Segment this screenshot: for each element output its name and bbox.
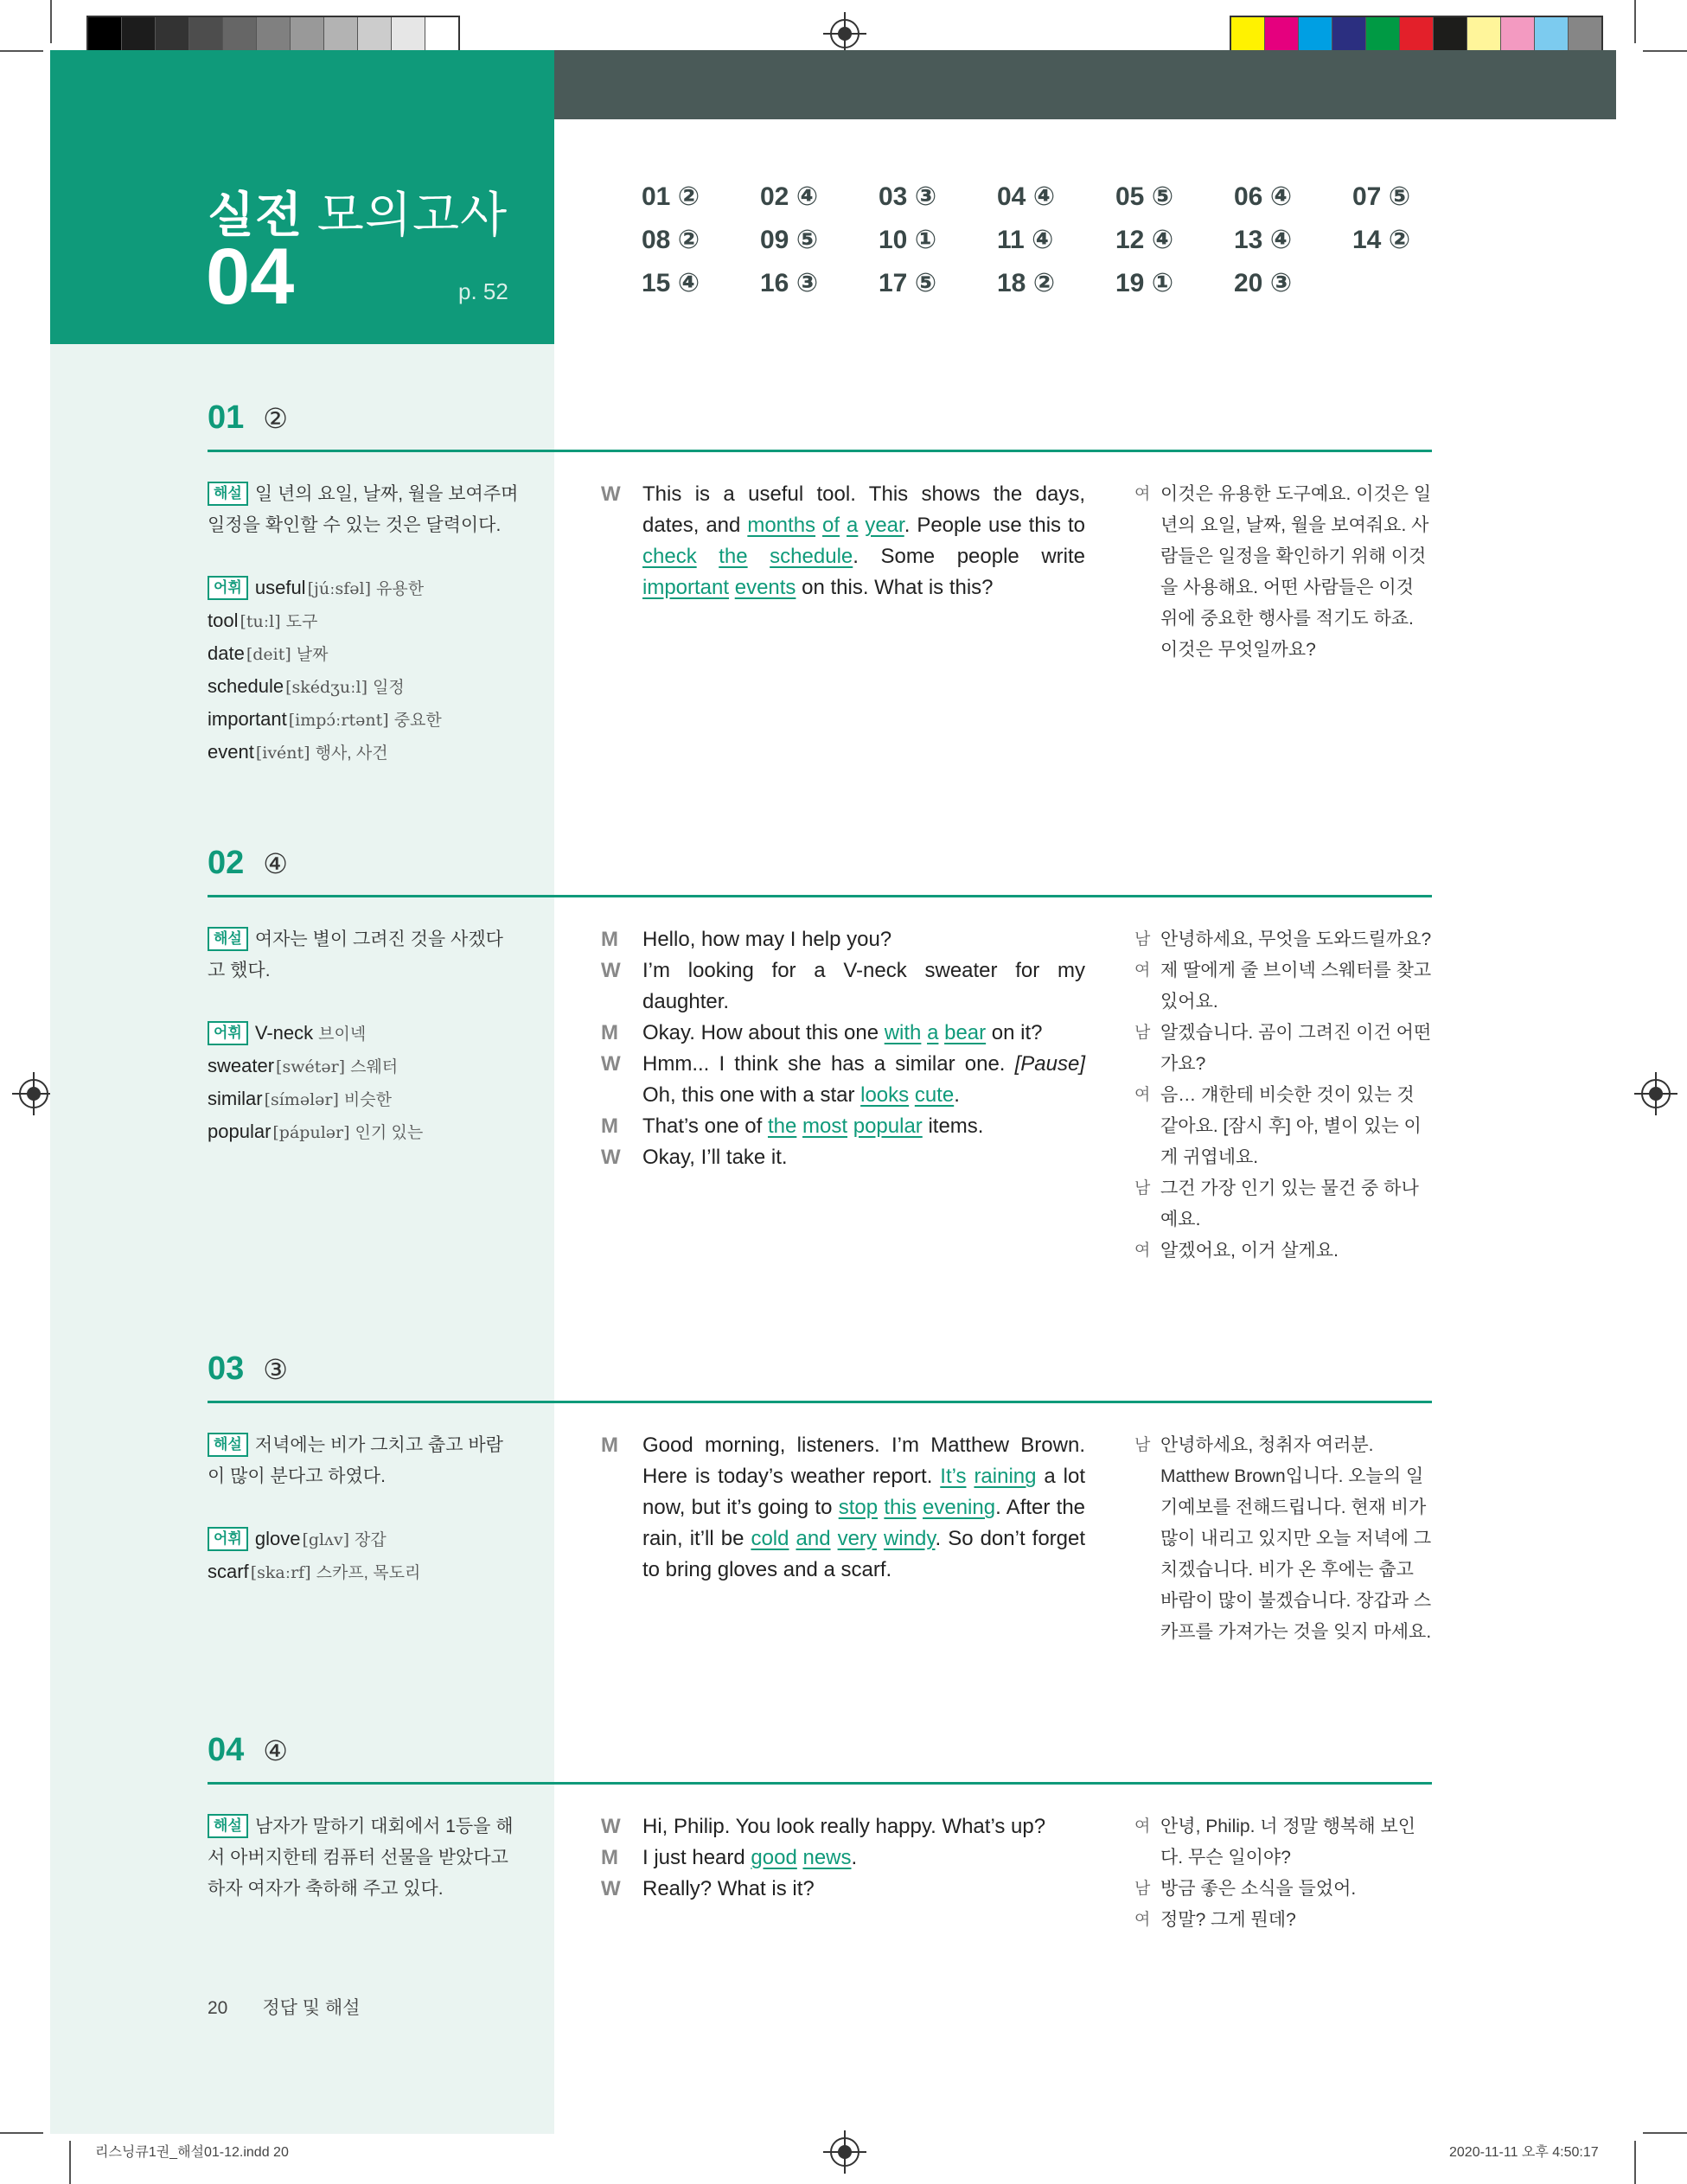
header-dark-band bbox=[554, 50, 1616, 119]
explanation-text: 일 년의 요일, 날짜, 월을 보여주며 일정을 확인할 수 있는 것은 달력이다. bbox=[208, 484, 519, 535]
dialogue-text bbox=[909, 1083, 915, 1107]
vocab-phonetic: [skaːrf] bbox=[250, 1563, 311, 1582]
key-word: cute bbox=[914, 1083, 955, 1107]
dialogue-text: . bbox=[954, 1083, 960, 1107]
vocab-item bbox=[208, 638, 519, 671]
dialogue-text: That’s one of bbox=[642, 1114, 768, 1138]
vocab-word: glove bbox=[254, 1528, 301, 1549]
crop-mark bbox=[50, 0, 52, 43]
dialogue-text: . bbox=[851, 1846, 858, 1869]
answer-item: 05 ⑤ bbox=[1115, 182, 1174, 211]
answer-item: 01 ② bbox=[642, 182, 700, 211]
dialogue-text bbox=[789, 1527, 796, 1550]
explanation-tag: 해설 bbox=[208, 927, 248, 951]
vocab-word: popular bbox=[208, 1121, 272, 1142]
speaker-label: M bbox=[601, 1114, 618, 1138]
key-word: windy bbox=[883, 1527, 936, 1550]
crop-mark bbox=[69, 2141, 71, 2184]
translation-text: 알겠습니다. 곰이 그려진 이건 어떤가요? bbox=[1160, 1023, 1432, 1074]
key-word: the bbox=[767, 1114, 797, 1138]
explanation-block bbox=[208, 479, 519, 770]
vocab-word: similar bbox=[208, 1088, 263, 1109]
process-color-bar bbox=[1230, 16, 1603, 52]
section-divider bbox=[208, 450, 1432, 452]
translation-text: 안녕, Philip. 너 정말 행복해 보인다. 무슨 일이야? bbox=[1160, 1817, 1416, 1868]
dialogue-text: . After the rain, it’ll be bbox=[642, 1496, 1086, 1550]
explanation-block bbox=[208, 1430, 519, 1589]
answer-item: 03 ③ bbox=[879, 182, 937, 211]
vocab-tag: 어휘 bbox=[208, 1527, 248, 1551]
vocab-meaning: 브이넥 bbox=[318, 1025, 367, 1044]
speaker-label: W bbox=[601, 1146, 621, 1169]
grayscale-color-bar bbox=[86, 16, 460, 52]
vocab-phonetic: [deit] bbox=[246, 645, 291, 664]
key-word: cold bbox=[751, 1527, 789, 1550]
answer-item: 20 ③ bbox=[1234, 269, 1293, 297]
answer-item: 02 ④ bbox=[760, 182, 819, 211]
vocab-word: V-neck bbox=[254, 1022, 314, 1044]
dialogue-text bbox=[847, 1114, 853, 1138]
speaker-label: 여 bbox=[1134, 961, 1151, 980]
dialogue-text: Hmm... I think she has a similar one. bbox=[642, 1052, 1015, 1076]
vocab-phonetic: [ivént] bbox=[255, 744, 310, 763]
dialogue-text: on this. What is this? bbox=[796, 576, 994, 599]
page-reference: p. 52 bbox=[458, 278, 508, 304]
vocab-phonetic: [símələr] bbox=[264, 1090, 339, 1109]
vocab-word: sweater bbox=[208, 1055, 275, 1076]
vocab-item bbox=[208, 605, 519, 638]
vocab-phonetic: [skédʒuːl] bbox=[285, 678, 368, 697]
vocab-item bbox=[208, 1116, 519, 1149]
speaker-label: M bbox=[601, 1021, 618, 1044]
explanation-text: 여자는 별이 그려진 것을 사겠다고 했다. bbox=[208, 929, 503, 980]
key-word: good bbox=[751, 1846, 797, 1869]
page-number: 20 bbox=[208, 1998, 228, 2018]
test-title: 실전 모의고사 bbox=[208, 188, 508, 242]
dialogue-text: items. bbox=[922, 1114, 984, 1138]
dialogue-line bbox=[601, 955, 1085, 1018]
crop-mark bbox=[0, 50, 43, 52]
english-dialogue bbox=[601, 479, 1085, 603]
answer-item: 18 ② bbox=[997, 269, 1056, 297]
key-word: It’s bbox=[940, 1465, 967, 1488]
speaker-label: 남 bbox=[1134, 1880, 1151, 1898]
dialogue-text: a lot now, but it’s going to bbox=[642, 1465, 1086, 1519]
vocab-word: scarf bbox=[208, 1561, 249, 1582]
key-word: events bbox=[734, 576, 796, 599]
vocab-item bbox=[208, 737, 519, 770]
dialogue-text bbox=[748, 545, 770, 568]
vocab-list bbox=[208, 572, 519, 770]
section-divider bbox=[208, 895, 1432, 897]
speaker-label: 남 bbox=[1134, 1024, 1151, 1042]
answer-item: 11 ④ bbox=[997, 226, 1054, 254]
korean-translation bbox=[1134, 479, 1433, 666]
registration-mark-bottom bbox=[830, 2137, 859, 2167]
section-answer: ② bbox=[263, 403, 288, 434]
translation-text: 그건 가장 인기 있는 물건 중 하나예요. bbox=[1160, 1178, 1419, 1229]
translation-text: 제 딸에게 줄 브이넥 스웨터를 찾고 있어요. bbox=[1160, 961, 1432, 1012]
dialogue-text: Okay, I’ll take it. bbox=[642, 1146, 788, 1169]
vocab-tag: 어휘 bbox=[208, 1021, 248, 1045]
translation-line bbox=[1134, 1173, 1433, 1236]
answer-item: 13 ④ bbox=[1234, 226, 1293, 254]
key-word: raining bbox=[974, 1465, 1037, 1488]
key-word: months bbox=[747, 514, 816, 537]
key-word: of bbox=[822, 514, 840, 537]
section-number: 02 ④ bbox=[208, 845, 288, 881]
speaker-label: 여 bbox=[1134, 1911, 1151, 1929]
crop-mark bbox=[0, 2132, 43, 2134]
section-answer: ④ bbox=[263, 848, 288, 879]
vocab-phonetic: [impɔ́ːrtənt] bbox=[288, 711, 389, 730]
dialogue-text bbox=[917, 1496, 923, 1519]
dialogue-line bbox=[601, 1142, 1085, 1173]
korean-translation bbox=[1134, 924, 1433, 1267]
key-word: this bbox=[884, 1496, 917, 1519]
dialogue-text: Hello, how may I help you? bbox=[642, 928, 892, 951]
dialogue-text: Really? What is it? bbox=[642, 1877, 815, 1900]
dialogue-text: on it? bbox=[986, 1021, 1043, 1044]
answer-item: 12 ④ bbox=[1115, 226, 1174, 254]
test-number: 04 bbox=[206, 233, 295, 321]
speaker-label: 남 bbox=[1134, 930, 1151, 948]
key-word: year bbox=[865, 514, 904, 537]
translation-line bbox=[1134, 1236, 1433, 1267]
vocab-word: schedule bbox=[208, 675, 284, 697]
vocab-phonetic: [tuːl] bbox=[240, 612, 281, 631]
dialogue-line bbox=[601, 1049, 1085, 1111]
answer-item: 09 ⑤ bbox=[760, 226, 819, 254]
speaker-label: 여 bbox=[1134, 1242, 1151, 1260]
explanation-tag: 해설 bbox=[208, 1433, 248, 1457]
vocab-item bbox=[208, 572, 519, 605]
translation-line bbox=[1134, 1080, 1433, 1173]
key-word: stop bbox=[838, 1496, 879, 1519]
translation-text: 안녕하세요, 무엇을 도와드릴까요? bbox=[1160, 929, 1432, 949]
translation-text: 음… 걔한테 비슷한 것이 있는 것 같아요. [잠시 후] 아, 별이 있는 이게 귀엽네요. bbox=[1160, 1085, 1422, 1167]
dialogue-text bbox=[877, 1527, 884, 1550]
vocab-meaning: 일정 bbox=[373, 679, 405, 697]
vocab-meaning: 스카프, 목도리 bbox=[316, 1564, 421, 1582]
explanation-tag: 해설 bbox=[208, 482, 248, 506]
dialogue-line bbox=[601, 1111, 1085, 1142]
vocab-meaning: 중요한 bbox=[393, 712, 442, 730]
dialogue-line bbox=[601, 479, 1085, 603]
answer-item: 07 ⑤ bbox=[1352, 182, 1411, 211]
explanation-block bbox=[208, 1811, 519, 1905]
dialogue-text bbox=[840, 514, 847, 537]
vocab-item bbox=[208, 1523, 519, 1556]
key-word: important bbox=[642, 576, 730, 599]
crop-mark bbox=[1634, 0, 1636, 43]
page-footer bbox=[208, 1994, 360, 2020]
key-word: check bbox=[642, 545, 697, 568]
speaker-label: W bbox=[601, 1877, 621, 1900]
dialogue-text: This is a useful tool. This shows the days, dates, and bbox=[642, 482, 1085, 537]
translation-line bbox=[1134, 1811, 1433, 1874]
key-word: most bbox=[802, 1114, 848, 1138]
english-dialogue bbox=[601, 1430, 1085, 1586]
vocab-word: event bbox=[208, 741, 254, 763]
timestamp-slug: 2020-11-11 오후 4:50:17 bbox=[1449, 2145, 1599, 2160]
korean-translation bbox=[1134, 1430, 1433, 1648]
speaker-label: W bbox=[601, 959, 621, 982]
crop-mark bbox=[1643, 2132, 1687, 2134]
registration-mark-right bbox=[1641, 1079, 1671, 1108]
translation-text: 방금 좋은 소식을 들었어. bbox=[1160, 1879, 1357, 1899]
vocab-list bbox=[208, 1018, 519, 1149]
speaker-label: M bbox=[601, 1846, 618, 1869]
page-label: 정답 및 해설 bbox=[262, 1998, 361, 2018]
vocab-meaning: 장갑 bbox=[355, 1531, 387, 1549]
key-word: very bbox=[837, 1527, 877, 1550]
vocab-word: important bbox=[208, 708, 287, 730]
vocab-phonetic: [júːsfəl] bbox=[307, 579, 372, 598]
key-word: with bbox=[884, 1021, 922, 1044]
vocab-item bbox=[208, 1050, 519, 1083]
dialogue-text bbox=[729, 576, 735, 599]
section-answer: ③ bbox=[263, 1354, 288, 1385]
vocab-meaning: 날짜 bbox=[296, 646, 329, 664]
section-number: 03 ③ bbox=[208, 1351, 288, 1387]
dialogue-text: [Pause] bbox=[1014, 1052, 1085, 1076]
vocab-phonetic: [glʌv] bbox=[302, 1530, 349, 1549]
key-word: and bbox=[796, 1527, 831, 1550]
key-word: schedule bbox=[770, 545, 853, 568]
vocab-word: date bbox=[208, 642, 245, 664]
dialogue-line bbox=[601, 1811, 1085, 1842]
speaker-label: W bbox=[601, 1052, 621, 1076]
key-word: the bbox=[719, 545, 748, 568]
registration-mark-top bbox=[830, 19, 859, 48]
vocab-meaning: 도구 bbox=[285, 613, 318, 631]
dialogue-text: I just heard bbox=[642, 1846, 751, 1869]
answer-item: 14 ② bbox=[1352, 226, 1411, 254]
dialogue-line bbox=[601, 924, 1085, 955]
translation-line bbox=[1134, 479, 1433, 666]
speaker-label: M bbox=[601, 928, 618, 951]
section-divider bbox=[208, 1782, 1432, 1785]
crop-mark bbox=[1634, 2141, 1636, 2184]
translation-text: 이것은 유용한 도구예요. 이것은 일 년의 요일, 날짜, 월을 보여줘요. 사람들은 일정을 확인하기 위해 이것을 사용해요. 어떤 사람들은 이것 위에 중요한 행사를 적기도 하죠. 이것은 무엇일까요? bbox=[1160, 484, 1432, 660]
vocab-phonetic: [pápulər] bbox=[272, 1123, 350, 1142]
english-dialogue bbox=[601, 1811, 1085, 1905]
vocab-item bbox=[208, 1556, 519, 1589]
answer-item: 17 ⑤ bbox=[879, 269, 937, 297]
answer-item: 08 ② bbox=[642, 226, 700, 254]
translation-line bbox=[1134, 1018, 1433, 1080]
translation-line bbox=[1134, 1874, 1433, 1905]
dialogue-text bbox=[697, 545, 719, 568]
speaker-label: M bbox=[601, 1434, 618, 1457]
korean-translation bbox=[1134, 1811, 1433, 1936]
speaker-label: 여 bbox=[1134, 485, 1151, 503]
vocab-meaning: 유용한 bbox=[376, 580, 425, 598]
answer-item: 19 ① bbox=[1115, 269, 1174, 297]
translation-text: 정말? 그게 뭔데? bbox=[1160, 1910, 1296, 1930]
speaker-label: 여 bbox=[1134, 1817, 1151, 1836]
key-word: a bbox=[847, 514, 859, 537]
vocab-word: tool bbox=[208, 610, 239, 631]
dialogue-text: Hi, Philip. You look really happy. What’s up? bbox=[642, 1815, 1046, 1838]
speaker-label: 남 bbox=[1134, 1436, 1151, 1454]
english-dialogue bbox=[601, 924, 1085, 1173]
speaker-label: 남 bbox=[1134, 1179, 1151, 1197]
speaker-label: W bbox=[601, 482, 621, 506]
explanation-tag: 해설 bbox=[208, 1814, 248, 1838]
speaker-label: 여 bbox=[1134, 1086, 1151, 1104]
key-word: popular bbox=[853, 1114, 923, 1138]
dialogue-line bbox=[601, 1018, 1085, 1049]
answer-item: 06 ④ bbox=[1234, 182, 1293, 211]
dialogue-text: Good morning, listeners. I’m Matthew Brown. Here is today’s weather report. bbox=[642, 1434, 1085, 1488]
key-word: bear bbox=[944, 1021, 987, 1044]
speaker-label: W bbox=[601, 1815, 621, 1838]
vocab-item bbox=[208, 671, 519, 704]
translation-line bbox=[1134, 924, 1433, 955]
vocab-list bbox=[208, 1523, 519, 1589]
section-divider bbox=[208, 1401, 1432, 1403]
dialogue-text: Oh, this one with a star bbox=[642, 1083, 861, 1107]
vocab-meaning: 행사, 사건 bbox=[315, 744, 388, 763]
section-number: 04 ④ bbox=[208, 1732, 288, 1768]
explanation-text: 남자가 말하기 대회에서 1등을 해서 아버지한테 컴퓨터 선물을 받았다고 하자 여자가 축하해 주고 있다. bbox=[208, 1817, 514, 1899]
vocab-meaning: 비슷한 bbox=[343, 1091, 392, 1109]
dialogue-text bbox=[831, 1527, 838, 1550]
translation-line bbox=[1134, 955, 1433, 1018]
key-word: a bbox=[927, 1021, 939, 1044]
vocab-meaning: 스웨터 bbox=[350, 1058, 399, 1076]
translation-text: 알겠어요, 이거 살게요. bbox=[1160, 1241, 1339, 1261]
vocab-word: useful bbox=[254, 577, 306, 598]
answer-item: 10 ① bbox=[879, 226, 937, 254]
crop-mark bbox=[1643, 50, 1687, 52]
explanation-text: 저녁에는 비가 그치고 춥고 바람이 많이 분다고 하였다. bbox=[208, 1435, 503, 1486]
vocab-phonetic: [swétər] bbox=[276, 1057, 346, 1076]
dialogue-text: . People use this to bbox=[904, 514, 1085, 537]
answer-item: 04 ④ bbox=[997, 182, 1056, 211]
dialogue-text: . Some people write bbox=[853, 545, 1085, 568]
vocab-meaning: 인기 있는 bbox=[355, 1124, 424, 1142]
translation-line bbox=[1134, 1905, 1433, 1936]
answer-item: 15 ④ bbox=[642, 269, 700, 297]
translation-line bbox=[1134, 1430, 1433, 1648]
section-number: 01 ② bbox=[208, 399, 288, 436]
vocab-item bbox=[208, 704, 519, 737]
dialogue-text: . So don’t forget to bring gloves and a scarf. bbox=[642, 1527, 1086, 1581]
section-answer: ④ bbox=[263, 1735, 288, 1766]
answer-item: 16 ③ bbox=[760, 269, 819, 297]
dialogue-line bbox=[601, 1874, 1085, 1905]
dialogue-text: I’m looking for a V-neck sweater for my daughter. bbox=[642, 959, 1085, 1013]
vocab-tag: 어휘 bbox=[208, 576, 248, 600]
vocab-item bbox=[208, 1083, 519, 1116]
key-word: evening bbox=[923, 1496, 996, 1519]
registration-mark-left bbox=[19, 1079, 48, 1108]
dialogue-line bbox=[601, 1430, 1085, 1586]
dialogue-text: Okay. How about this one bbox=[642, 1021, 885, 1044]
translation-text: 안녕하세요, 청취자 여러분. Matthew Brown입니다. 오늘의 일기예보를 전해드립니다. 현재 비가 많이 내리고 있지만 오늘 저녁에 그치겠습니다. 비가 온 후에는 춥고 바람이 많이 불겠습니다. 장갑과 스카프를 가져가는 것을 잊지 마세요. bbox=[1160, 1435, 1432, 1642]
vocab-item bbox=[208, 1018, 519, 1050]
dialogue-text bbox=[815, 514, 822, 537]
key-word: looks bbox=[860, 1083, 910, 1107]
explanation-block bbox=[208, 924, 519, 1149]
key-word: news bbox=[802, 1846, 852, 1869]
dialogue-line bbox=[601, 1842, 1085, 1874]
file-slug: 리스닝큐1권_해설01-12.indd 20 bbox=[95, 2145, 289, 2160]
